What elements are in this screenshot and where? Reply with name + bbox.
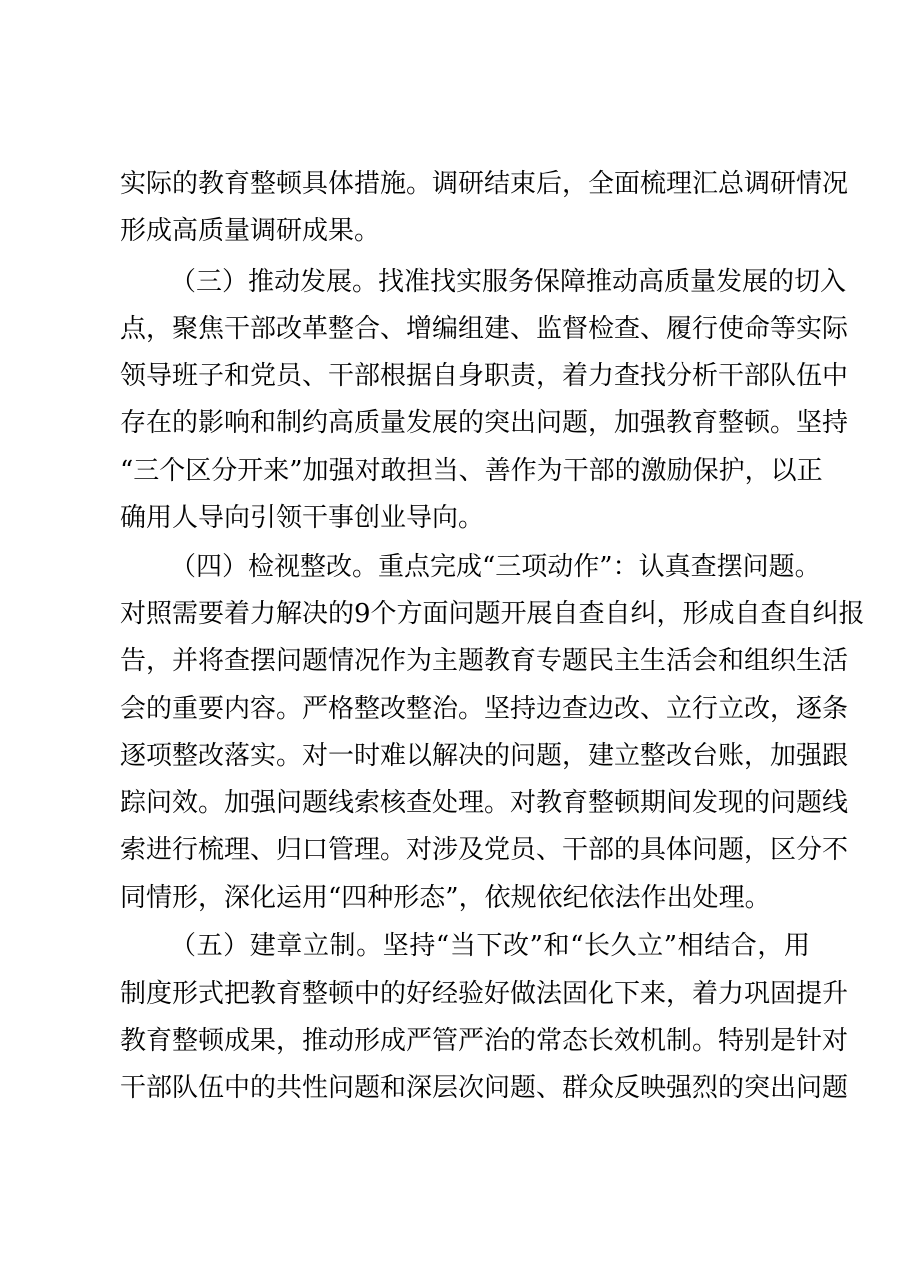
text-line-8: 确用人导向引领干事创业导向。 xyxy=(120,503,485,533)
text-line-10: 对照需要着力解决的9个方面问题开展自查自纠，形成自查自纠报 xyxy=(120,599,865,629)
text-line-13: 逐项整改落实。对一时难以解决的问题，建立整改台账，加强跟 xyxy=(120,741,849,771)
text-line-6: 存在的影响和制约高质量发展的突出问题，加强教育整顿。坚持 xyxy=(120,408,849,438)
text-line-14: 踪问效。加强问题线索核查处理。对教育整顿期间发现的问题线 xyxy=(120,788,849,818)
text-line-2: 形成高质量调研成果。 xyxy=(120,216,381,246)
paragraph-4-heading-line: （四）检视整改。重点完成“三项动作”：认真查摆问题。 xyxy=(170,552,821,582)
text-line-5: 领导班子和党员、干部根据自身职责，着力查找分析干部队伍中 xyxy=(120,361,849,391)
text-line-20: 干部队伍中的共性问题和深层次问题、群众反映强烈的突出问题 xyxy=(120,1073,849,1103)
paragraph-5-heading-line: （五）建章立制。坚持“当下改”和“长久立”相结合，用 xyxy=(170,931,810,961)
paragraph-3-heading-line: （三）推动发展。找准找实服务保障推动高质量发展的切入 xyxy=(170,267,847,297)
text-line-18: 制度形式把教育整顿中的好经验好做法固化下来，着力巩固提升 xyxy=(120,979,849,1009)
text-line-16: 同情形，深化运用“四种形态”，依规依纪依法作出处理。 xyxy=(120,883,771,913)
text-line-19: 教育整顿成果，推动形成严管严治的常态长效机制。特别是针对 xyxy=(120,1026,849,1056)
text-line-12: 会的重要内容。严格整改整治。坚持边查边改、立行立改，逐条 xyxy=(120,694,849,724)
text-line-7: “三个区分开来”加强对敢担当、善作为干部的激励保护，以正 xyxy=(120,456,823,486)
text-line-1: 实际的教育整顿具体措施。调研结束后，全面梳理汇总调研情况 xyxy=(120,169,849,199)
text-line-11: 告，并将查摆问题情况作为主题教育专题民主生活会和组织生活 xyxy=(120,646,849,676)
text-line-15: 索进行梳理、归口管理。对涉及党员、干部的具体问题，区分不 xyxy=(120,835,849,865)
text-line-4: 点，聚焦干部改革整合、增编组建、监督检查、履行使命等实际 xyxy=(120,314,849,344)
